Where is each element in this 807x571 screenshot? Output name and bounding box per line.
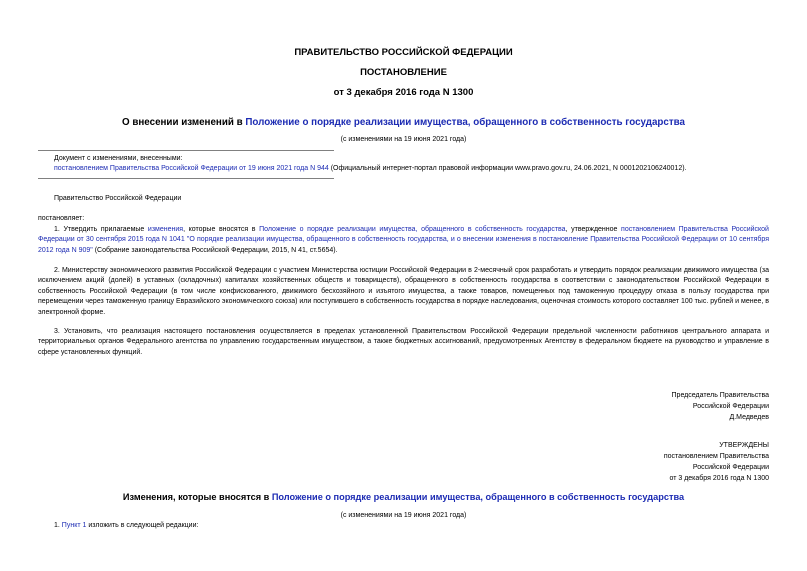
p1-text-4: (Собрание законодательства Российской Федерации, 2015, N 41, ст.5654). xyxy=(92,246,338,254)
title-regulation-link[interactable]: Положение о порядке реализации имущества, обращенного в собственность государства xyxy=(245,117,685,128)
item-1-number: 1. xyxy=(54,522,62,529)
annex-title-prefix: Изменения, которые вносятся в xyxy=(122,492,272,502)
p1-regulation-link[interactable]: Положение о порядке реализации имущества, обращенного в собственность государства xyxy=(259,226,566,233)
item-1-text: изложить в следующей редакции: xyxy=(86,522,199,529)
approved-date: от 3 декабря 2016 года N 1300 xyxy=(669,475,769,482)
amend-details xyxy=(54,164,769,174)
approved-country: Российской Федерации xyxy=(692,464,769,471)
p1-text-3: , утвержденное xyxy=(565,226,622,233)
document-title xyxy=(0,117,807,128)
p1-changes-link[interactable]: изменения xyxy=(147,226,184,233)
p1-text-2: , которые вносятся в xyxy=(183,226,260,233)
separator-top xyxy=(38,150,334,151)
annex-changes-note: (с изменениями на 19 июня 2021 года) xyxy=(340,512,467,519)
approved-by: постановлением Правительства xyxy=(663,453,769,460)
government-heading: ПРАВИТЕЛЬСТВО РОССИЙСКОЙ ФЕДЕРАЦИИ xyxy=(294,47,513,58)
annex-title xyxy=(0,492,807,502)
paragraph-3: 3. Установить, что реализация настоящего постановления осуществляется в пределах установленной Правительством Российской Федерации предельной численности работников центрального аппарата и территориальных органов Федерального агентства по управлению государственным имуществом, а также бюджетных ассигнований, предусмотренных Агентству в федеральном бюджете на руководство и управление в сфере установленных функций. xyxy=(38,328,769,356)
title-prefix: О внесении изменений в xyxy=(122,117,246,128)
changes-note: (с изменениями на 19 июня 2021 года) xyxy=(340,136,467,143)
document-date-number: от 3 декабря 2016 года N 1300 xyxy=(333,87,474,98)
annex-regulation-link[interactable]: Положение о порядке реализации имущества, обращенного в собственность государства xyxy=(271,492,685,502)
signature-position: Председатель Правительства xyxy=(671,392,769,399)
amend-label: Документ с изменениями, внесенными: xyxy=(54,155,183,162)
amend-source: (Официальный интернет-портал правовой информации www.pravo.gov.ru, 24.06.2021, N 0001202106240012). xyxy=(328,165,687,172)
item-1-point-link[interactable]: Пункт 1 xyxy=(61,522,87,529)
document-type: ПОСТАНОВЛЕНИЕ xyxy=(360,67,447,78)
amend-decree-link[interactable]: постановлением Правительства Российской Федерации от 19 июня 2021 года N 944 xyxy=(54,165,329,172)
paragraph-2: 2. Министерству экономического развития Российской Федерации с участием Министерства юстиции Российской Федерации в 2-месячный срок разработать и утвердить порядок реализации движимого имущества (за исключением акций (долей) в уставных (складочных) капиталах хозяйственных обществ и товариществ), обращенного в собственность государства в соответствии с законодательством Российской Федерации в собственность Российской Федерации (в том числе конфискованного, движимого бесхозяйного и изъятого имущества, а также товаров, помещенных под таможенную процедуру отказа в пользу государства при перемещении через таможенную границу Евразийского экономического союза) или поступившего в собственность государства в порядке наследования, оценочная стоимость которого составляет 100 тыс. рублей и менее, в электронной форме. xyxy=(38,267,769,316)
signature-block xyxy=(672,390,769,423)
separator-bottom xyxy=(38,178,334,179)
decides-word: постановляет: xyxy=(38,215,85,222)
approved-block xyxy=(664,440,769,484)
government-subject: Правительство Российской Федерации xyxy=(54,195,182,202)
p1-text-1: 1. Утвердить прилагаемые xyxy=(54,226,148,233)
approved-label: УТВЕРЖДЕНЫ xyxy=(719,442,769,449)
p1-decree-link[interactable]: постановлением Правительства Российской Федерации от 30 сентября 2015 года N 1041 "О порядке реализации имущества, обращенного в собственность государства, и о внесении изменения в постановление Правительства Российской Федерации от 10 сентября 2012 года N 909" xyxy=(38,226,769,254)
paragraph-1 xyxy=(38,225,769,256)
item-1 xyxy=(54,521,198,531)
signature-name: Д.Медведев xyxy=(729,414,769,421)
signature-country: Российской Федерации xyxy=(692,403,769,410)
